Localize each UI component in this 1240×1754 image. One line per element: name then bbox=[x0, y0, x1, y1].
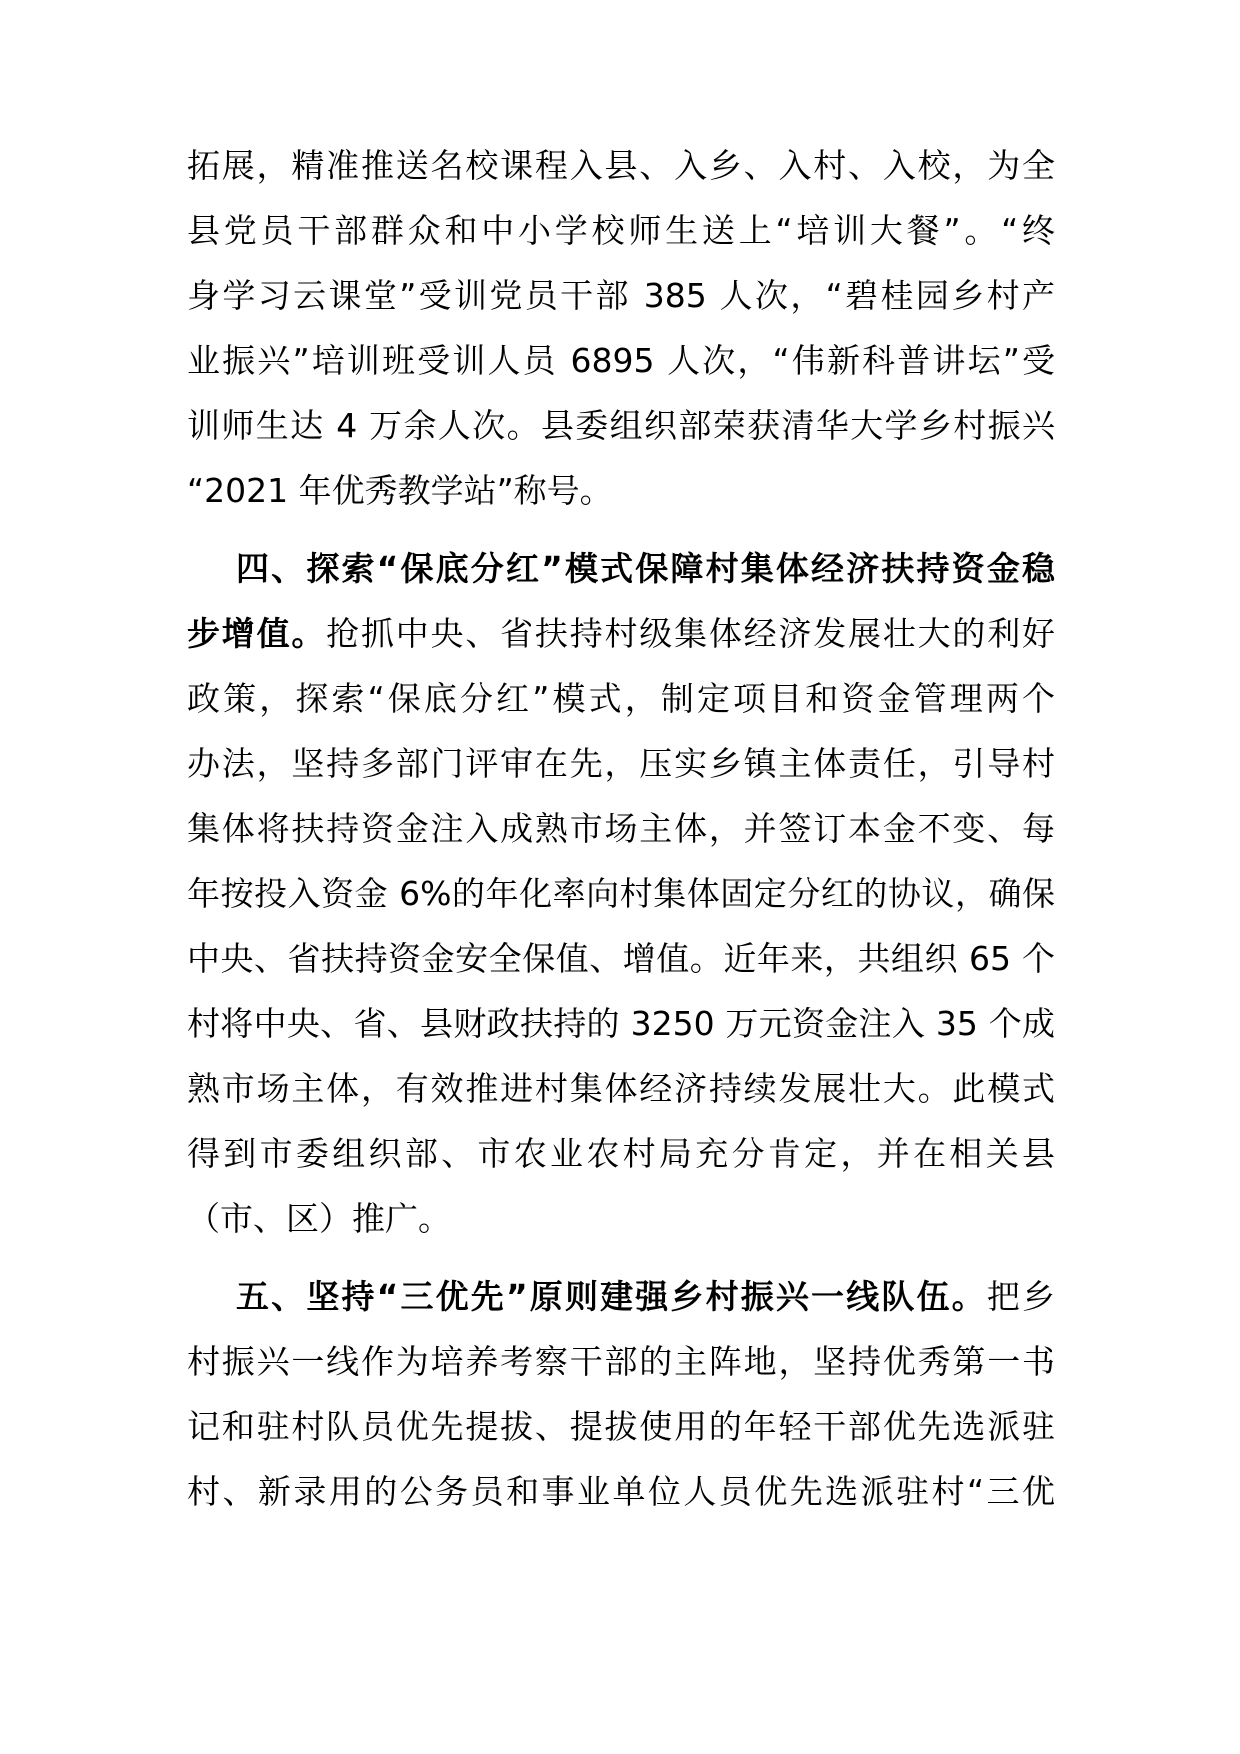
heading-text: 五、坚持“三优先”原则建强乡村振兴一线队伍。 bbox=[236, 1277, 987, 1316]
text-line bbox=[187, 1337, 1055, 1387]
text-line bbox=[187, 141, 1055, 191]
text-line bbox=[187, 1064, 1055, 1114]
line-text: 村振兴一线作为培养考察干部的主阵地，坚持优秀第一书 bbox=[187, 1342, 1055, 1381]
line-text: 抢抓中央、省扶持村级集体经济发展壮大的利好 bbox=[326, 614, 1056, 653]
text-line bbox=[187, 739, 1055, 789]
line-text: 身学习云课堂”受训党员干部 385 人次，“碧桂园乡村产 bbox=[187, 276, 1055, 315]
text-line bbox=[187, 999, 1055, 1049]
line-text: 拓展，精准推送名校课程入县、入乡、入村、入校，为全 bbox=[187, 146, 1055, 185]
line-text: 县党员干部群众和中小学校师生送上“培训大餐”。“终 bbox=[187, 211, 1055, 250]
text-line bbox=[187, 869, 1055, 919]
section-heading bbox=[236, 1272, 1055, 1322]
text-line bbox=[187, 609, 1055, 659]
text-line bbox=[187, 1467, 1055, 1517]
heading-tail: 步增值。 bbox=[187, 614, 327, 653]
text-line bbox=[187, 206, 1055, 256]
line-text: 年按投入资金 6%的年化率向村集体固定分红的协议，确保 bbox=[187, 874, 1055, 913]
line-text: 把乡 bbox=[986, 1277, 1056, 1316]
line-text: 熟市场主体，有效推进村集体经济持续发展壮大。此模式 bbox=[187, 1069, 1055, 1108]
line-text: 政策，探索“保底分红”模式，制定项目和资金管理两个 bbox=[187, 679, 1055, 718]
text-line bbox=[187, 1194, 1055, 1244]
text-line bbox=[187, 934, 1055, 984]
line-text: 记和驻村队员优先提拔、提拔使用的年轻干部优先选派驻 bbox=[187, 1407, 1055, 1446]
line-text: 得到市委组织部、市农业农村局充分肯定，并在相关县 bbox=[187, 1134, 1055, 1173]
line-text: 村将中央、省、县财政扶持的 3250 万元资金注入 35 个成 bbox=[187, 1004, 1055, 1043]
text-line bbox=[187, 466, 1055, 516]
line-text: 村、新录用的公务员和事业单位人员优先选派驻村“三优 bbox=[187, 1472, 1055, 1511]
line-text: 集体将扶持资金注入成熟市场主体，并签订本金不变、每 bbox=[187, 809, 1055, 848]
line-text: 业振兴”培训班受训人员 6895 人次，“伟新科普讲坛”受 bbox=[187, 341, 1055, 380]
line-text: 训师生达 4 万余人次。县委组织部荣获清华大学乡村振兴 bbox=[187, 406, 1055, 445]
line-text: “2021 年优秀教学站”称号。 bbox=[187, 471, 613, 510]
text-line bbox=[187, 336, 1055, 386]
text-line bbox=[187, 674, 1055, 724]
line-text: 中央、省扶持资金安全保值、增值。近年来，共组织 65 个 bbox=[187, 939, 1055, 978]
section-heading bbox=[236, 544, 1055, 594]
line-text: 四、探索“保底分红”模式保障村集体经济扶持资金稳 bbox=[236, 549, 1055, 588]
text-line bbox=[187, 1129, 1055, 1179]
text-line bbox=[187, 804, 1055, 854]
line-text: 办法，坚持多部门评审在先，压实乡镇主体责任，引导村 bbox=[187, 744, 1055, 783]
line-text: （市、区）推广。 bbox=[187, 1199, 451, 1238]
text-line bbox=[187, 271, 1055, 321]
text-line bbox=[187, 1402, 1055, 1452]
text-line bbox=[187, 401, 1055, 451]
